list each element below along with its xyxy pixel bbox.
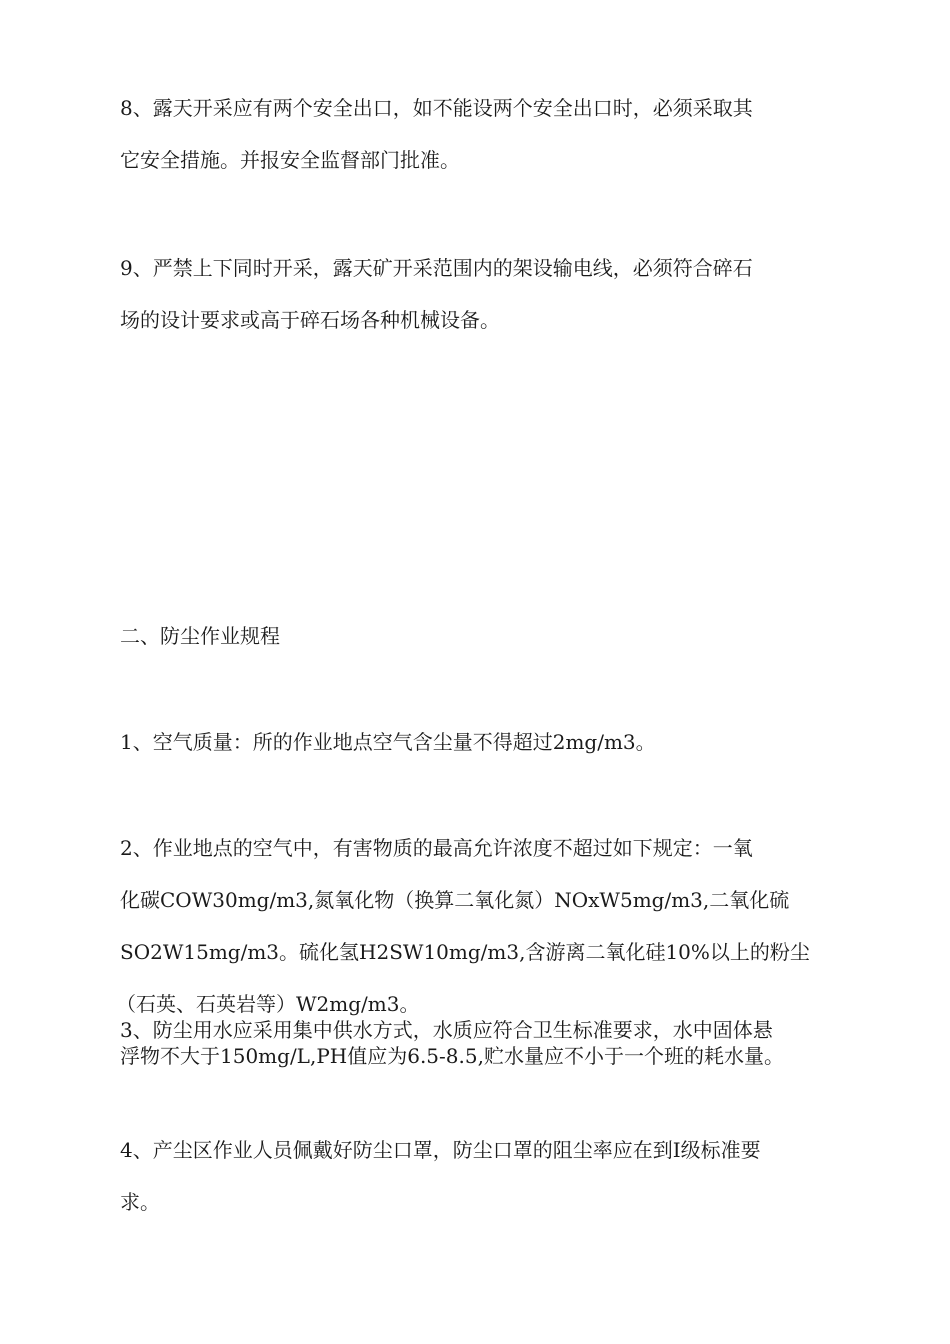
dust-2-line-1: 2、作业地点的空气中，有害物质的最高允许浓度不超过如下规定：一氧 — [120, 836, 753, 860]
item-9-line-1: 9、严禁上下同时开采，露天矿开采范围内的架设输电线，必须符合碎石 — [120, 256, 753, 280]
item-8-line-2: 它安全措施。并报安全监督部门批准。 — [120, 148, 460, 172]
dust-2-line-3: SO2W15mg/m3。硫化氢H2SW10mg/m3,含游离二氧化硅10%以上的粉尘 — [120, 940, 810, 964]
dust-4-line-1: 4、产尘区作业人员佩戴好防尘口罩，防尘口罩的阻尘率应在到Ⅰ级标准要 — [120, 1138, 761, 1162]
item-9-line-2: 场的设计要求或高于碎石场各种机械设备。 — [120, 308, 500, 332]
dust-1-line-1: 1、空气质量：所的作业地点空气含尘量不得超过2mg/m3。 — [120, 730, 656, 754]
dust-3-line-2: 浮物不大于150mg/L,PH值应为6.5-8.5,贮水量应不小于一个班的耗水量。 — [120, 1044, 784, 1068]
dust-2-line-4: （石英、石英岩等）W2mg/m3。 — [116, 992, 420, 1016]
dust-3-line-1: 3、防尘用水应采用集中供水方式，水质应符合卫生标准要求，水中固体悬 — [120, 1018, 773, 1042]
section-heading: 二、防尘作业规程 — [120, 624, 280, 648]
dust-4-line-2: 求。 — [120, 1190, 160, 1214]
item-8-line-1: 8、露天开采应有两个安全出口，如不能设两个安全出口时，必须采取其 — [120, 96, 753, 120]
dust-2-line-2: 化碳COW30mg/m3,氮氧化物（换算二氧化氮）NOxW5mg/m3,二氧化硫 — [120, 888, 790, 912]
